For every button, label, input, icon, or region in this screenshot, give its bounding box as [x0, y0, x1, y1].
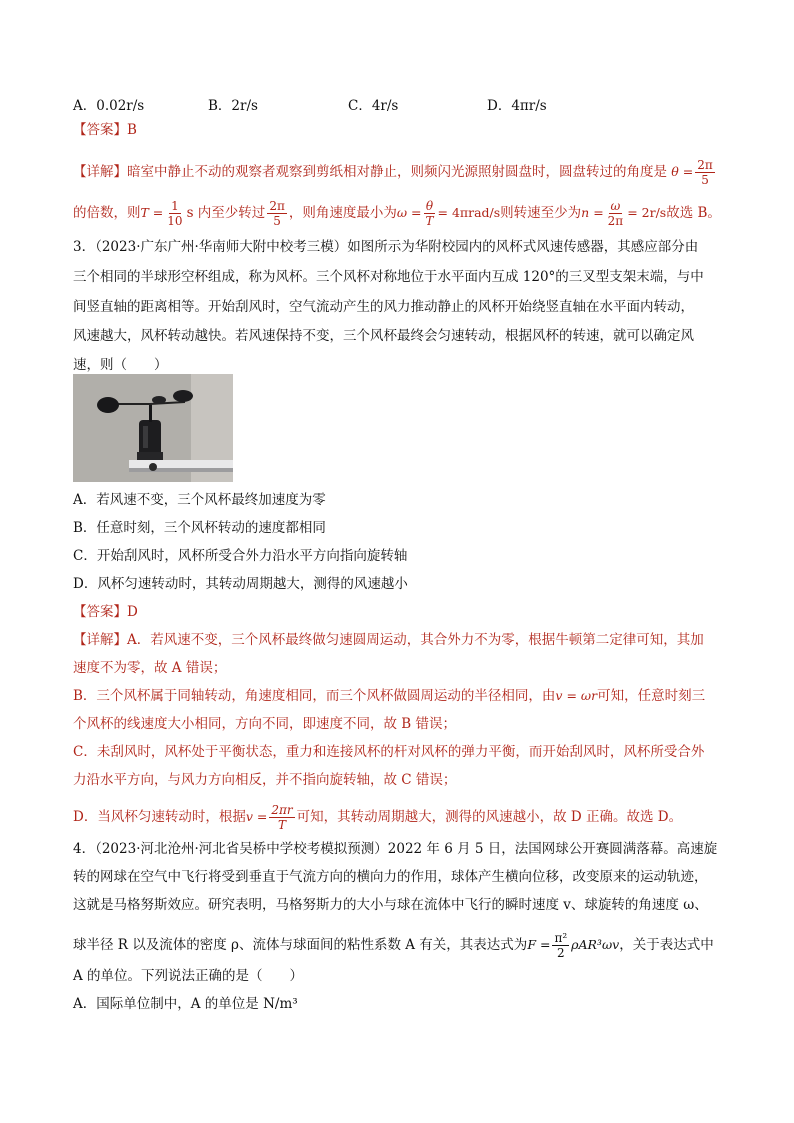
answer-tag: 【答案】: [73, 604, 127, 620]
q3-option-a: A．若风速不变，三个风杯最终加速度为零: [73, 492, 326, 508]
q3-option-d: D．风杯匀速转动时，其转动周期越大，测得的风速越小: [73, 576, 408, 592]
q4-stem-line-1: 4．（2023·河北沧州·河北省吴桥中学校考模拟预测）2022 年 6 月 5 日，法国网球公开赛圆满落幕。高速旋: [73, 841, 718, 857]
q2-answer-line: [73, 120, 723, 140]
q3-detail-line-5: C．未刮风时，风杯处于平衡状态，重力和连接风杯的杆对风杯的弹力平衡，而开始刮风时，风杯所受合外: [73, 744, 705, 760]
q4-stem-line-4: 球半径 R 以及流体的密度 ρ、流体与球面间的粘性系数 A 有关，其表达式为F = $\frac{\text{π²}}{2}$ ρAR³ωv，关于表达式中: [73, 931, 714, 960]
answer-value: B: [127, 122, 137, 138]
detail-tag: 【详解】: [73, 632, 127, 648]
q4-stem-line-5: A 的单位。下列说法正确的是（ ）: [73, 968, 304, 984]
velocity-period-equation: v = $\frac{2\pi r}{T}$: [245, 803, 293, 832]
answer-value: D: [127, 604, 138, 620]
q3-detail-line-2: 速度不为零，故 A 错误；: [73, 660, 227, 676]
q3-detail-line-4: 个风杯的线速度大小相同，方向不同，即速度不同，故 B 错误；: [73, 716, 457, 732]
anemometer-illustration: [73, 374, 233, 482]
detail-tag: 【详解】: [73, 164, 127, 180]
q2-option-d: D．4πr/s: [487, 98, 547, 114]
q3-detail-line-1: 【详解】A．若风速不变，三个风杯最终做匀速圆周运动，其合外力不为零，根据牛顿第二定律可知，其加: [73, 632, 704, 648]
q4-option-a: A．国际单位制中，A 的单位是 N/m³: [73, 996, 298, 1012]
q3-stem-line-3: 间竖直轴的距离相等。开始刮风时，空气流动产生的风力推动静止的风杯开始绕竖直轴在水平面内转动，: [73, 299, 694, 315]
detail-text: 暗室中静止不动的观察者观察到剪纸相对静止，则频闪光源照射圆盘时，圆盘转过的角度是: [127, 164, 667, 180]
q3-detail-line-3: B．三个风杯属于同轴转动，角速度相同，而三个风杯做圆周运动的半径相同，由v = ωr可知，任意时刻三: [73, 688, 706, 704]
q2-detail-line-1: [73, 158, 723, 187]
anemometer-photo: [73, 374, 233, 482]
q2-option-b: B．2r/s: [208, 98, 258, 114]
q4-stem-line-2: 转的网球在空气中飞行将受到垂直于气流方向的横向力的作用，球体产生横向位移，改变原来的运动轨迹，: [73, 869, 708, 885]
magnus-force-equation: F = $\frac{\text{π²}}{2}$ ρAR³ωv: [527, 931, 620, 960]
period-equation: T = $\frac{1}{10}$: [140, 199, 183, 228]
q4-stem-line-3: 这就是马格努斯效应。研究表明，马格努斯力的大小与球在流体中飞行的瞬时速度 v、球旋转的角速度 ω、: [73, 897, 708, 913]
q3-stem-line-4: 风速越大，风杯转动越快。若风速保持不变，三个风杯最终会匀速转动，根据风杯的转速，就可以确定风: [73, 328, 694, 344]
omega-equation: ω = $\frac{\theta}{T}$ = 4πrad/s: [396, 199, 501, 228]
n-equation: n = $\frac{\omega}{2\pi}$ = 2r/s: [581, 199, 667, 228]
q3-answer-line: [73, 602, 723, 622]
q3-stem-line-5: 速，则（ ）: [73, 357, 168, 373]
q2-option-c: C．4r/s: [348, 98, 399, 114]
q3-stem-line-2: 三个相同的半球形空杯组成，称为风杯。三个风杯对称地位于水平面内互成 120°的三叉型支架末端，与中: [73, 269, 704, 285]
theta-equation: θ = $\frac{2\pi}{5}$: [671, 158, 713, 187]
q3-detail-line-6: 力沿水平方向，与风力方向相反，并不指向旋转轴，故 C 错误；: [73, 772, 457, 788]
q3-stem-line-1: 3．（2023·广东广州·华南师大附中校考三模）如图所示为华附校园内的风杯式风速传感器，其感应部分由: [73, 239, 699, 255]
velocity-equation: v = ωr: [555, 688, 598, 703]
q3-detail-line-7: D．当风杯匀速转动时，根据v = $\frac{2\pi r}{T}$ 可知，其转动周期越大，测得的风速越小，故 D 正确。故选 D。: [73, 803, 683, 832]
q3-option-c: C．开始刮风时，风杯所受合外力沿水平方向指向旋转轴: [73, 548, 408, 564]
q2-detail-line-2: 的倍数，则T = $\frac{1}{10}$ s 内至少转过 $\frac{2\pi}{5}$ ，则角速度最小为ω = $\frac{\theta}{T}$ = 4πrad/s则转速至少为n = $\frac{\omega}{2\pi}$ = 2r/s故选 B。: [73, 199, 721, 228]
rotation-fraction: $\frac{2\pi}{5}$: [269, 199, 285, 228]
q3-option-b: B．任意时刻，三个风杯转动的速度都相同: [73, 520, 326, 536]
answer-tag: 【答案】: [73, 122, 127, 138]
q2-option-a: A．0.02r/s: [73, 98, 145, 114]
